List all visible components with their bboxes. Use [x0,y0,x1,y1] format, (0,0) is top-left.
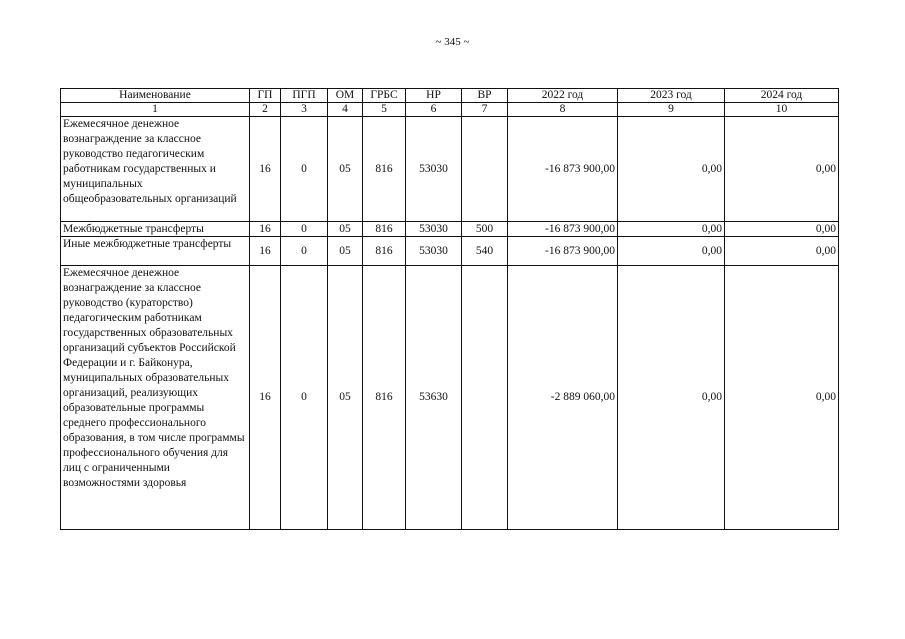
header-nr: НР [406,89,462,103]
row-name: Иные межбюджетные трансферты [61,237,250,266]
column-number: 6 [406,103,462,117]
row-grbs: 816 [363,117,406,222]
header-pgp: ПГП [281,89,328,103]
column-number: 2 [250,103,281,117]
column-number: 1 [61,103,250,117]
header-row [61,89,839,103]
row-amount-2024: 0,00 [725,222,839,237]
row-nr: 53030 [406,222,462,237]
column-number: 10 [725,103,839,117]
column-number-row [61,103,839,117]
row-nr: 53030 [406,237,462,266]
row-amount-2024: 0,00 [725,266,839,530]
column-number: 8 [508,103,618,117]
row-pgp: 0 [281,237,328,266]
row-gp: 16 [250,266,281,530]
row-amount-2022: -2 889 060,00 [508,266,618,530]
column-number: 4 [328,103,363,117]
row-grbs: 816 [363,266,406,530]
row-name: Ежемесячное денежное вознаграждение за классное руководство (кураторство) педагогическим работникам государственных образовательных организаций субъектов Российской Федерации и г. Байконура, муниципальных образовательных организаций, реализующих образовательные программы среднего профессионального образования, в том числе программы профессионального обучения для лиц с ограниченными возможностями здоровья [61,266,250,530]
row-om: 05 [328,117,363,222]
row-vr [462,117,508,222]
row-amount-2023: 0,00 [618,222,725,237]
table-row [61,117,839,222]
row-gp: 16 [250,222,281,237]
page-number: ~ 345 ~ [435,36,470,48]
row-amount-2022: -16 873 900,00 [508,222,618,237]
row-amount-2024: 0,00 [725,237,839,266]
row-nr: 53630 [406,266,462,530]
header-2024: 2024 год [725,89,839,103]
row-amount-2023: 0,00 [618,237,725,266]
row-pgp: 0 [281,266,328,530]
header-name: Наименование [61,89,250,103]
row-amount-2022: -16 873 900,00 [508,237,618,266]
header-gp: ГП [250,89,281,103]
column-number: 5 [363,103,406,117]
row-grbs: 816 [363,237,406,266]
header-om: ОМ [328,89,363,103]
row-vr: 500 [462,222,508,237]
row-name: Ежемесячное денежное вознаграждение за классное руководство педагогическим работникам государственных и муниципальных общеобразовательных организаций [61,117,250,222]
row-vr [462,266,508,530]
row-gp: 16 [250,237,281,266]
row-pgp: 0 [281,117,328,222]
table-row [61,237,839,266]
column-number: 3 [281,103,328,117]
row-amount-2023: 0,00 [618,117,725,222]
row-gp: 16 [250,117,281,222]
budget-table [60,88,839,530]
header-grbs: ГРБС [363,89,406,103]
row-nr: 53030 [406,117,462,222]
row-amount-2024: 0,00 [725,117,839,222]
row-om: 05 [328,237,363,266]
table-row [61,266,839,530]
header-2022: 2022 год [508,89,618,103]
row-om: 05 [328,222,363,237]
row-vr: 540 [462,237,508,266]
row-om: 05 [328,266,363,530]
row-amount-2023: 0,00 [618,266,725,530]
row-grbs: 816 [363,222,406,237]
header-2023: 2023 год [618,89,725,103]
row-name: Межбюджетные трансферты [61,222,250,237]
header-vr: ВР [462,89,508,103]
row-pgp: 0 [281,222,328,237]
row-amount-2022: -16 873 900,00 [508,117,618,222]
table-row [61,222,839,237]
column-number: 7 [462,103,508,117]
column-number: 9 [618,103,725,117]
